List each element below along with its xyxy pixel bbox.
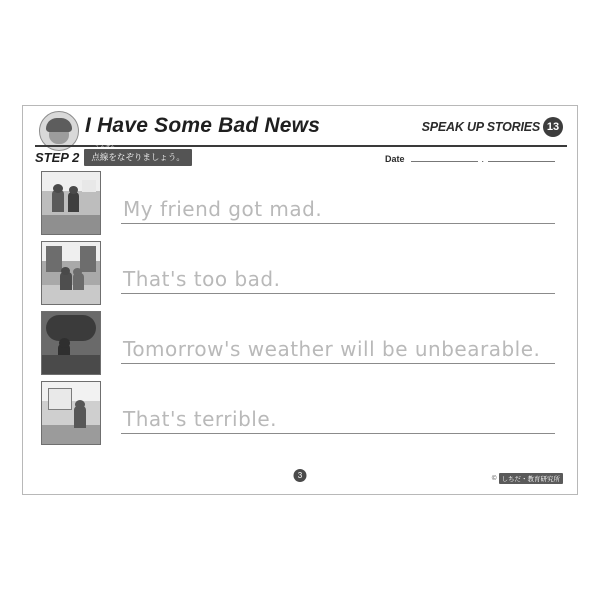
tracing-rows [23, 168, 577, 448]
writing-line[interactable] [121, 223, 555, 224]
tracing-row [23, 378, 577, 448]
worksheet-page [22, 105, 578, 495]
tracing-sentence: My friend got mad. [123, 197, 323, 221]
copyright-text: しちだ・教育研究所 [499, 473, 564, 484]
step-instruction [84, 143, 192, 166]
tracing-sentence: Tomorrow's weather will be unbearable. [123, 337, 541, 361]
writing-line[interactable] [121, 293, 555, 294]
illustration-two-children-talking [41, 241, 101, 305]
step-instruction-ruby: てんせん [95, 143, 116, 150]
worksheet-header [23, 106, 577, 166]
date-field[interactable] [385, 152, 555, 164]
unit-number-badge: 13 [543, 117, 563, 137]
date-input-line-month[interactable] [411, 152, 478, 162]
illustration-child-by-window [41, 381, 101, 445]
tracing-sentence: That's too bad. [123, 267, 281, 291]
copyright-notice [492, 473, 563, 484]
page-title: I Have Some Bad News [85, 114, 321, 137]
avatar-hair [46, 118, 72, 132]
page-number-badge: 3 [294, 469, 307, 482]
illustration-friend-at-desk [41, 171, 101, 235]
brand-name: SPEAK UP STORIES [421, 120, 540, 134]
writing-line[interactable] [121, 433, 555, 434]
copyright-mark: © [491, 475, 497, 482]
date-separator: . [481, 154, 485, 164]
brand-badge [422, 116, 563, 138]
tracing-row [23, 238, 577, 308]
date-label: Date [385, 154, 405, 164]
tracing-row [23, 168, 577, 238]
step-bar [35, 143, 192, 165]
date-input-line-day[interactable] [488, 152, 555, 162]
step-label: STEP 2 [35, 149, 80, 165]
tracing-row [23, 308, 577, 378]
step-instruction-text: 点線をなぞりましょう。 [91, 151, 185, 162]
illustration-dark-cloud-weather [41, 311, 101, 375]
writing-line[interactable] [121, 363, 555, 364]
tracing-sentence: That's terrible. [123, 407, 277, 431]
